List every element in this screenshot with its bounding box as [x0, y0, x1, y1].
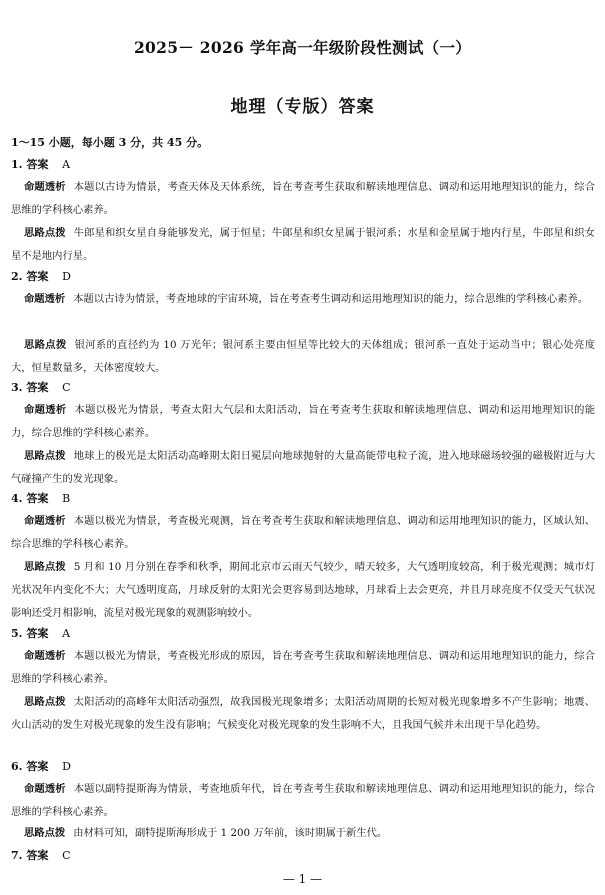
answer-label: 答案	[26, 270, 49, 283]
hint-text: 太阳活动的高峰年太阳活动强烈，故我国极光现象增多；太阳活动周期的长短对极光现象增多不产生影响；地震、火山活动的发生对极光现象的发生没有影响；气候变化对极光现象的发生影响不大，且我国气候并未出现干旱化趋势。	[11, 696, 596, 731]
question-number: 5.	[11, 627, 23, 640]
page-title: 2025－ 2026 学年高一年级阶段性测试（一）	[133, 38, 472, 57]
hint-label: 思路点拨	[24, 227, 66, 239]
question-3-answer-line	[11, 381, 71, 395]
answer-label: 答案	[26, 849, 49, 862]
hint-label: 思路点拨	[24, 561, 66, 573]
hint-label: 思路点拨	[24, 450, 66, 462]
hint-label: 思路点拨	[24, 827, 66, 839]
question-5-analysis	[11, 645, 595, 691]
question-3-hint	[11, 445, 595, 491]
analysis-label: 命题透析	[24, 404, 67, 416]
page-number: — 1 —	[282, 872, 323, 886]
question-number: 2.	[11, 270, 23, 283]
question-1-answer-line	[11, 158, 70, 172]
question-4-analysis	[11, 510, 595, 556]
question-number: 3.	[11, 381, 23, 394]
question-number: 1.	[11, 158, 23, 171]
question-3-analysis	[11, 399, 595, 445]
question-6-analysis	[11, 778, 595, 824]
analysis-label: 命题透析	[24, 293, 66, 305]
question-2-hint	[11, 334, 595, 380]
page-subtitle: 地理（专版）答案	[230, 97, 375, 117]
analysis-text: 本题以极光为情景，考查极光形成的原因，旨在考查考生获取和解读地理信息、调动和运用地理知识的能力，综合思维的学科核心素养。	[11, 650, 596, 685]
answer-value: B	[62, 492, 71, 505]
answer-label: 答案	[26, 381, 49, 394]
analysis-label: 命题透析	[24, 650, 66, 662]
hint-label: 思路点拨	[24, 696, 66, 708]
analysis-text: 本题以极光为情景，考查太阳大气层和太阳活动，旨在考查考生获取和解读地理信息、调动和运用地理知识的能力，综合思维的学科核心素养。	[11, 404, 595, 439]
analysis-text: 本题以副特提斯海为情景，考查地质年代，旨在考查考生获取和解读地理信息、调动和运用地理知识的能力，综合思维的学科核心素养。	[11, 783, 596, 818]
answer-label: 答案	[26, 627, 49, 640]
analysis-label: 命题透析	[24, 181, 66, 193]
hint-text: 地球上的极光是太阳活动高峰期太阳日冕层向地球抛射的大量高能带电粒子流，进入地球磁场较强的磁极附近与大气碰撞产生的发光现象。	[11, 450, 596, 485]
scoring-intro: 1～15 小题，每小题 3 分，共 45 分。	[11, 136, 209, 149]
answer-label: 答案	[26, 760, 49, 773]
answer-value: C	[62, 849, 71, 862]
answer-label: 答案	[26, 158, 49, 171]
answer-value: A	[62, 627, 71, 640]
question-1-analysis	[11, 176, 595, 222]
analysis-label: 命题透析	[24, 515, 66, 527]
question-4-answer-line	[11, 492, 70, 506]
question-7-answer-line	[11, 849, 71, 863]
question-4-hint	[11, 556, 595, 625]
hint-text: 5 月和 10 月分别在春季和秋季，期间北京市云雨天气较少，晴天较多，大气透明度较高，利于极光观测；城市灯光状况年内变化不大；大气透明度高，月球反射的太阳光会更容易到达地球，月球看上去会更亮，并且月球亮度不仅受天气状况影响还受月相影响，流星对极光现象的观测影响较小。	[11, 561, 595, 619]
question-6-answer-line	[11, 760, 71, 774]
question-5-hint	[11, 691, 595, 737]
answer-value: D	[62, 270, 71, 283]
analysis-text: 本题以古诗为情景，考查天体及天体系统，旨在考查考生获取和解读地理信息、调动和运用地理知识的能力，综合思维的学科核心素养。	[11, 181, 596, 216]
question-6-hint	[11, 822, 595, 845]
hint-text: 银河系的直径约为 10 万光年；银河系主要由恒星等比较大的天体组成；银河系一直处于运动当中；银心处亮度大，恒星数量多，天体密度较大。	[11, 339, 595, 374]
answer-value: D	[62, 760, 71, 773]
question-number: 7.	[11, 849, 23, 862]
analysis-text: 本题以极光为情景，考查极光观测，旨在考查考生获取和解读地理信息、调动和运用地理知识的能力，区域认知、综合思维的学科核心素养。	[11, 515, 596, 550]
question-1-hint	[11, 222, 595, 268]
question-5-answer-line	[11, 627, 70, 641]
answer-label: 答案	[26, 492, 49, 505]
analysis-label: 命题透析	[24, 783, 66, 795]
question-number: 4.	[11, 492, 23, 505]
hint-label: 思路点拨	[24, 339, 67, 351]
question-2-analysis	[11, 288, 595, 311]
answer-value: C	[62, 381, 71, 394]
analysis-text: 本题以古诗为情景，考查地球的宇宙环境，旨在考查考生调动和运用地理知识的能力，综合思维的学科核心素养。	[73, 293, 589, 305]
hint-text: 牛郎星和织女星自身能够发光，属于恒星；牛郎星和织女星属于银河系；水星和金星属于地内行星，牛郎星和织女星不是地内行星。	[11, 227, 596, 262]
question-2-answer-line	[11, 270, 71, 284]
question-number: 6.	[11, 760, 23, 773]
answer-value: A	[62, 158, 71, 171]
hint-text: 由材料可知，副特提斯海形成于 1 200 万年前，该时期属于新生代。	[73, 827, 388, 839]
